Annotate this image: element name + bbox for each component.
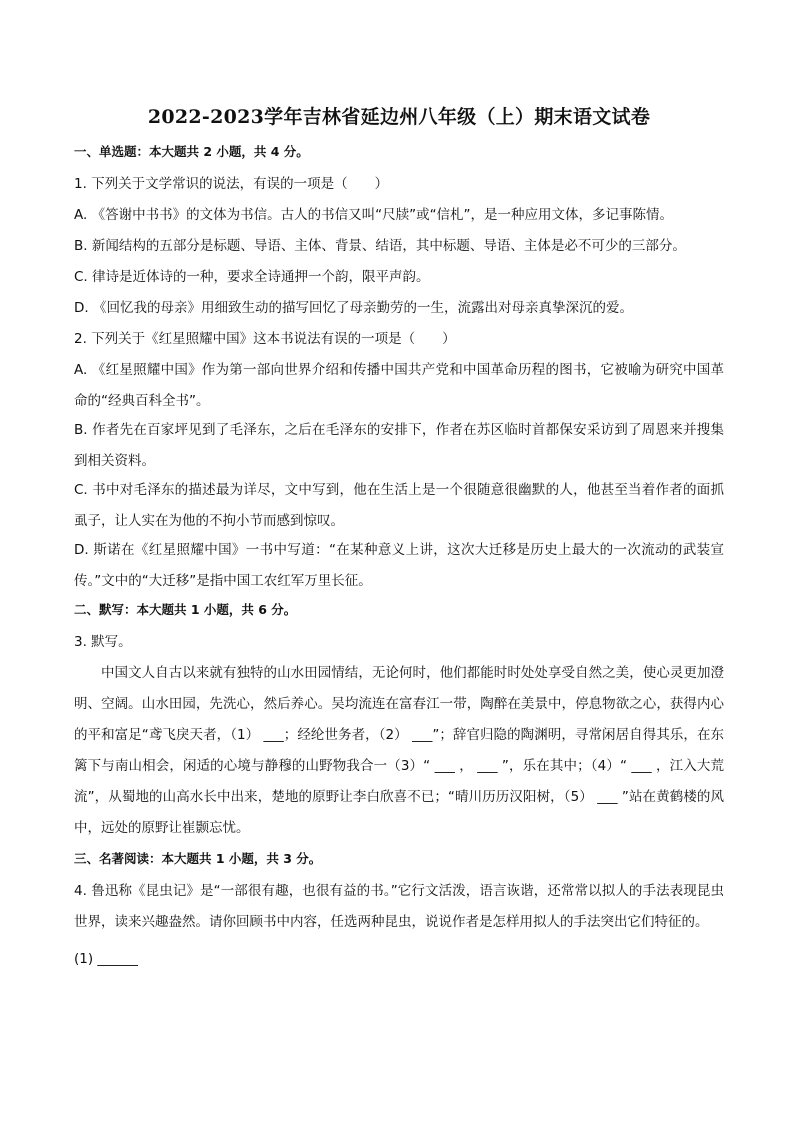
question-1-option-b: B. 新闻结构的五部分是标题、导语、主体、背景、结语，其中标题、导语、主体是必不可少的三部分。 <box>74 238 686 254</box>
question-1-option-c: C. 律诗是近体诗的一种，要求全诗通押一个韵，限平声韵。 <box>74 269 430 285</box>
question-2-option-b: B. 作者先在百家坪见到了毛泽东，之后在毛泽东的安排下，作者在苏区临时首都保安采访到了周恩来并搜集到相关资料。 <box>74 422 724 469</box>
question-4-stem: 4. 鲁迅称《昆虫记》是“一部很有趣，也很有益的书。”它行文活泼，语言诙谐，还常常以拟人的手法表现昆虫世界，读来兴趣盎然。请你回顾书中内容，任选两种昆虫，说说作者是怎样用拟人的手法突出它们特征的。 <box>74 883 724 930</box>
section-heading-dictation: 二、默写：本大题共 1 小题，共 6 分。 <box>74 602 297 617</box>
exam-title: 2022-2023学年吉林省延边州八年级（上）期末语文试卷 <box>147 106 651 128</box>
question-1-stem: 1. 下列关于文学常识的说法，有误的一项是（ ） <box>74 176 389 192</box>
question-3-stem: 3. 默写。 <box>74 634 132 650</box>
question-2-option-a: A. 《红星照耀中国》作为第一部向世界介绍和传播中国共产党和中国革命历程的图书，它被喻为研究中国革命的“经典百科全书”。 <box>74 362 724 409</box>
question-2-option-c: C. 书中对毛泽东的描述最为详尽，文中写到，他在生活上是一个很随意很幽默的人，他甚至当着作者的面抓虱子，让人实在为他的不拘小节而感到惊叹。 <box>74 482 724 529</box>
question-2-stem: 2. 下列关于《红星照耀中国》这本书说法有误的一项是（ ） <box>74 331 456 347</box>
section-heading-single-choice: 一、单选题：本大题共 2 小题，共 4 分。 <box>74 144 309 159</box>
question-4-answer-line[interactable]: (1) ______ <box>74 951 138 967</box>
question-2-option-d: D. 斯诺在《红星照耀中国》一书中写道：“在某种意义上讲，这次大迁移是历史上最大的一次流动的武装宣传。”文中的“大迁移”是指中国工农红军万里长征。 <box>74 542 724 589</box>
section-heading-classic-reading: 三、名著阅读：本大题共 1 小题，共 3 分。 <box>74 851 322 866</box>
question-3-passage: 中国文人自古以来就有独特的山水田园情结，无论何时，他们都能时时处处享受自然之美，使心灵更加澄明、空阔。山水田园，先洗心，然后养心。吴均流连在富春江一带，陶醉在美景中，停息物欲之心，获得内心的平和富足“鸢飞戾天者，（1） ___；经纶世务者，（2） ___”；辞官归隐的陶渊明，寻常闲居自得其乐，在东篱下与南山相会，闲适的心境与静穆的山野物我合一（3）“ ___ ， ___ ”，乐在其中；（4）“ ___ ，江入大荒流”，从蜀地的山高水长中出来，楚地的原野让李白欣喜不已；“晴川历历汉阳树，（5） ___ ”站在黄鹤楼的风中，远处的原野让崔颢忘忧。 <box>74 665 724 836</box>
question-1-option-d: D. 《回忆我的母亲》用细致生动的描写回忆了母亲勤劳的一生，流露出对母亲真挚深沉的爱。 <box>74 300 633 316</box>
question-1-option-a: A. 《答谢中书书》的文体为书信。古人的书信又叫“尺牍”或“信札”，是一种应用文体，多记事陈情。 <box>74 207 674 223</box>
